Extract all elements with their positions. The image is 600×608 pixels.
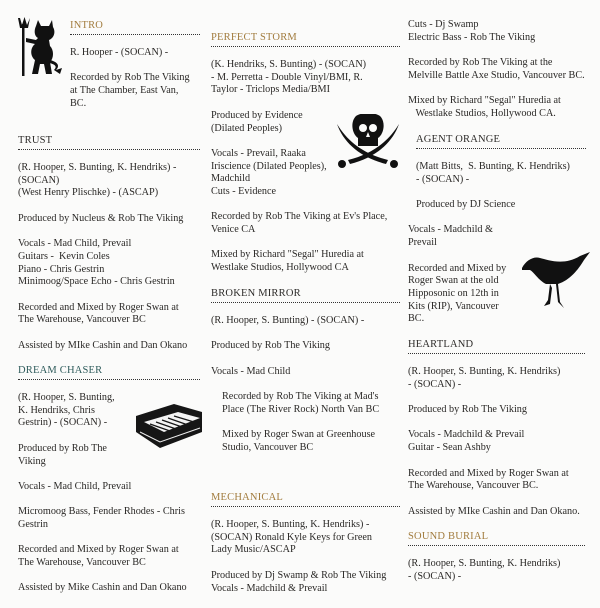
devil-icon [16, 16, 66, 80]
song-trust [18, 134, 200, 365]
song-dream-chaser [18, 364, 200, 608]
credit-paragraph: Vocals - Mad Child, Prevail [18, 480, 132, 492]
credit-paragraph: Produced by Nucleus & Rob The Viking [18, 212, 184, 224]
credit-paragraph: (R. Hooper, S. Bunting, K. Hendriks) - (SOCAN) (West Henry Plischke) - (ASCAP) [18, 162, 177, 199]
credit-paragraph: Mixed by Richard "Segal" Huredia at Westlake Studios, Hollywood CA [211, 249, 364, 274]
song-title: MECHANICAL [211, 491, 400, 507]
song-title: SOUND BURIAL [408, 530, 585, 546]
credit-paragraph: Recorded by Rob The Viking at the Melville Battle Axe Studio, Vancouver BC. [408, 57, 585, 81]
credit-paragraph: (R. Hooper, S. Bunting, K. Hendriks, Chris Gestrin) - (SOCAN) - [18, 392, 115, 429]
credit-paragraph: Mixed by Roger Swan at Greenhouse Studio, Vancouver BC [222, 429, 376, 453]
credit-paragraph: Vocals - Madchild & Prevail [408, 224, 493, 249]
song-title: TRUST [18, 134, 200, 150]
song-title: INTRO [70, 19, 200, 35]
song-title: PERFECT STORM [211, 31, 400, 47]
credit-paragraph: (Matt Bitts, S. Bunting, K. Hendriks) - (SOCAN) - [416, 161, 570, 185]
credit-paragraph: Mixed by Richard "Segal" Huredia at Westlake Studios, Hollywood CA. [408, 95, 561, 119]
credit-paragraph: Assisted by Mike Cashin and Dan Okano [18, 582, 187, 594]
credit-paragraph: Vocals - Madchild & Prevail Guitar - Sean Ashby [408, 429, 525, 454]
credit-paragraph: (R. Hooper, S. Bunting, K. Hendriks) - (SOCAN) - [408, 366, 561, 390]
song-title: DREAM CHASER [18, 364, 200, 380]
credit-paragraph: Produced by Rob The Viking [211, 340, 330, 352]
song-title: BROKEN MIRROR [211, 287, 400, 303]
credit-paragraph: (K. Hendriks, S. Bunting) - (SOCAN) - M. Perretta - Double Vinyl/BMI, R. Taylor - Triclops Media/BMI [211, 59, 367, 96]
credit-paragraph: Produced by Rob The Viking [18, 442, 107, 467]
credit-paragraph: (R. Hooper, S. Bunting, K. Hendriks) - (SOCAN) - [408, 558, 561, 582]
song-heartland [408, 338, 585, 531]
credit-paragraph: Cuts - Dj Swamp Electric Bass - Rob The Viking [408, 19, 536, 43]
credit-paragraph: Assisted by MIke Cashin and Dan Okano. [408, 505, 580, 517]
credit-paragraph: Micromoog Bass, Fender Rhodes - Chris Gestrin [18, 506, 185, 530]
credit-paragraph: Recorded by Rob The Viking at The Chamber, East Van, BC. [70, 72, 190, 109]
song-perfect-storm [211, 31, 400, 288]
song-title: AGENT ORANGE [416, 133, 586, 149]
song-sound-burial [408, 530, 585, 596]
song-title: HEARTLAND [408, 338, 585, 354]
credit-paragraph: (R. Hooper, S. Bunting, K. Hendriks) - (SOCAN) Ronald Kyle Keys for Green Lady Music/ASCAP [211, 519, 372, 556]
credit-paragraph: Recorded by Rob The Viking at Ev's Place, Venice CA [211, 211, 388, 236]
credit-paragraph: Vocals - Mad Child, Prevail Guitars - Kevin Coles Piano - Chris Gestrin Minimoog/Space Echo - Chris Gestrin [18, 238, 175, 288]
credit-paragraph: Assisted by MIke Cashin and Dan Okano [18, 339, 188, 351]
song-agent-orange [408, 133, 586, 339]
credit-paragraph: Recorded and Mixed by Roger Swan at The Warehouse, Vancouver BC. [408, 467, 569, 492]
credit-paragraph: R. Hooper - (SOCAN) - [70, 47, 169, 58]
song-mechanical [211, 491, 400, 608]
credit-paragraph: Recorded and Mixed by Roger Swan at The Warehouse, Vancouver BC [18, 301, 179, 326]
credit-paragraph: Recorded and Mixed by Roger Swan at the old Hipposonic on 12th in Kits (RIP), Vancouver BC. [408, 262, 507, 325]
song-intro [70, 19, 200, 123]
song-mechanical-continued [408, 19, 592, 133]
credit-paragraph: Produced by Evidence (Dilated Peoples) [211, 109, 303, 134]
credit-paragraph: Produced by DJ Science [416, 199, 516, 211]
song-broken-mirror [211, 287, 400, 467]
credit-paragraph: (R. Hooper, S. Bunting) - (SOCAN) - [211, 315, 365, 326]
credit-paragraph: Produced by Dj Swamp & Rob The Viking Vocals - Madchild & Prevail [211, 569, 387, 594]
credit-paragraph: Vocals - Prevail, Raaka Iriscience (Dilated Peoples), Madchild Cuts - Evidence [211, 147, 327, 197]
credit-paragraph: Vocals - Mad Child [211, 365, 291, 377]
credit-paragraph: Recorded and Mixed by Roger Swan at The Warehouse, Vancouver BC [18, 544, 179, 569]
credit-paragraph: Produced by Rob The Viking [408, 404, 527, 416]
credit-paragraph: Recorded by Rob The Viking at Mad's Place (The River Rock) North Van BC [222, 391, 380, 415]
